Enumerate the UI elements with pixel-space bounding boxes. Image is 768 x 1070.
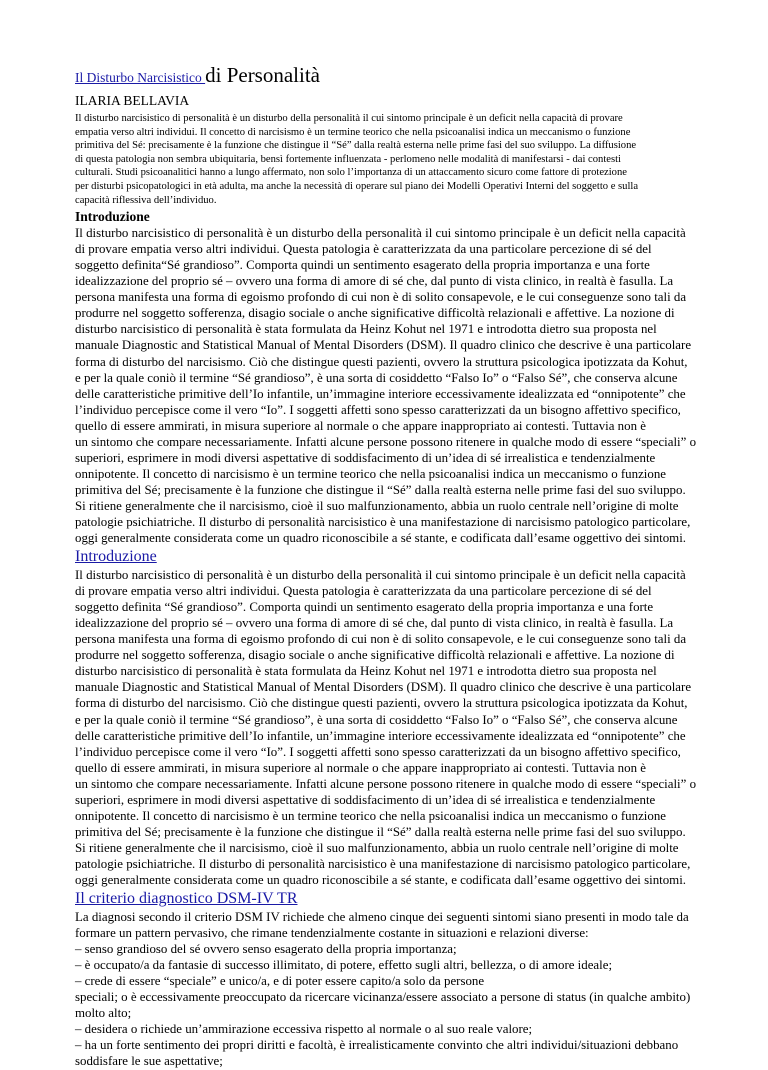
text-line: patologie psichiatriche. Il disturbo di personalità narcisistico è una manifestazione di narcisismo patologico particolare, [75,856,691,871]
section-heading-introduzione-link[interactable]: Introduzione [75,548,157,566]
title-link[interactable]: Il Disturbo Narcisistico [75,70,206,85]
text-line: La diagnosi secondo il criterio DSM IV richiede che almeno cinque dei seguenti sintomi siano presenti in modo tale da [75,910,689,925]
abstract-line: di questa patologia non sembra ubiquitaria, bensì fortemente influenzata - perlomeno nelle modalità di manifestarsi - dai contesti [75,153,621,165]
text-line: – desidera o richiede un’ammirazione eccessiva rispetto al normale o al suo reale valore; [75,1022,533,1037]
text-line: soggetto definita “Sé grandioso”. Comporta quindi un sentimento esagerato della propria importanza e una forte [75,600,654,615]
text-line: produrre nel soggetto sofferenza, disagio sociale o anche significative difficoltà relazionali e affettive. La nozione di [75,306,675,321]
text-line: – crede di essere “speciale” e unico/a, e di poter essere capito/a solo da persone [75,974,485,989]
text-line: manuale Diagnostic and Statistical Manual of Mental Disorders (DSM). Il quadro clinico che descrive è una particolare [75,338,692,353]
text-line: – senso grandioso del sé ovvero senso esagerato della propria importanza; [75,942,457,957]
text-line: primitiva del Sé; precisamente è la funzione che distingue il “Sé” dalla realtà esterna nelle prime fasi del suo sviluppo. [75,482,686,497]
text-line: produrre nel soggetto sofferenza, disagio sociale o anche significative difficoltà relazionali e affettive. La nozione di [75,648,675,663]
text-line: oggi generalmente considerata come un quadro riconoscibile a sé stante, e codificata dall’esame oggettivo dei sintomi. [75,872,687,887]
text-line: di provare empatia verso altri individui. Questa patologia è caratterizzata da una particolare percezione di sé del [75,242,652,257]
text-line: – ha un forte sentimento dei propri diritti e facoltà, è irrealisticamente convinto che altri individui/situazioni debbano [75,1038,679,1053]
text-line: delle caratteristiche primitive dell’Io infantile, un’immagine interiore eccessivamente idealizzata ed “onnipotente” che [75,386,686,401]
text-line: – è occupato/a da fantasie di successo illimitato, di potere, effetto sugli altri, bellezza, o di amore ideale; [75,958,613,973]
document-title [75,62,715,91]
text-line: superiori, esprimere in modi diversi aspettative di soddisfacimento di un’idea di sé irrealistica e tendenzialmente [75,450,656,465]
text-line: e per la quale coniò il termine “Sé grandioso”, è una sorta di cosiddetto “Falso Io” o “Falso Sé”, che conserva alcune [75,712,678,727]
text-line: quello di essere ammirati, in misura superiore al normale o che appare inappropriato ai contesti. Tuttavia non è [75,418,646,433]
text-line: un sintomo che compare necessariamente. Infatti alcune persone possono ritenere in qualche modo di essere “speciali” o [75,434,697,449]
text-line: superiori, esprimere in modi diversi aspettative di soddisfacimento di un’idea di sé irrealistica e tendenzialmente [75,792,656,807]
text-line: idealizzazione del proprio sé – ovvero una forma di amore di sé che, dal punto di vista clinico, in realtà è fasulla. La [75,274,674,289]
section-heading-introduzione: Introduzione [75,209,150,225]
text-line: delle caratteristiche primitive dell’Io infantile, un’immagine interiore eccessivamente idealizzata ed “onnipotente” che [75,728,686,743]
author-name: ILARIA BELLAVIA [75,93,190,108]
text-line: onnipotente. Il concetto di narcisismo è un termine teorico che nella psicoanalisi indica un meccanismo o funzione [75,466,666,481]
text-line: patologie psichiatriche. Il disturbo di personalità narcisistico è una manifestazione di narcisismo patologico particolare, [75,515,691,529]
text-line: disturbo narcisistico di personalità è stata formulata da Heinz Kohut nel 1971 e introdotta dietro sua proposta nel [75,664,657,679]
text-line: speciali; o è eccessivamente preoccupato da ricercare vicinanza/essere associato a persone di status (in qualche ambito) [75,990,691,1005]
text-line: forma di disturbo del narcisismo. Ciò che distingue questi pazienti, ovvero la struttura psicologica ipotizzata da Kohut, [75,696,688,711]
text-line: Il disturbo narcisistico di personalità è un disturbo della personalità il cui sintomo principale è un deficit nella capacità [75,226,686,241]
text-line: e per la quale coniò il termine “Sé grandioso”, è una sorta di cosiddetto “Falso Io” o “Falso Sé”, che conserva alcune [75,370,678,385]
text-line: un sintomo che compare necessariamente. Infatti alcune persone possono ritenere in qualche modo di essere “speciali” o [75,776,697,791]
text-line: idealizzazione del proprio sé – ovvero una forma di amore di sé che, dal punto di vista clinico, in realtà è fasulla. La [75,616,674,631]
text-line: quello di essere ammirati, in misura superiore al normale o che appare inappropriato ai contesti. Tuttavia non è [75,760,646,775]
section-body-dsm [75,909,715,1069]
text-line: persona manifesta una forma di egoismo profondo di cui non è di solito consapevole, e le cui conseguenze sono tali da [75,632,687,647]
section-body-introduzione-repeat [75,567,715,888]
section-heading-dsm[interactable]: Il criterio diagnostico DSM-IV TR [75,890,298,908]
abstract-line: capacità riflessiva dell’individuo. [75,194,217,206]
abstract-line: primitiva del Sé: precisamente è la funzione che distingue il “Sé” dalla realtà esterna nelle prime fasi del suo sviluppo. La diffusione [75,140,637,152]
text-line: Il disturbo narcisistico di personalità è un disturbo della personalità il cui sintomo principale è un deficit nella capacità [75,568,686,583]
text-line: l’individuo percepisce come il vero “Io”. I soggetti affetti sono spesso caratterizzati da un bisogno affettivo specifico, [75,744,681,759]
text-line: soddisfare le sue aspettative; [75,1054,223,1069]
abstract-line: Il disturbo narcisistico di personalità è un disturbo della personalità il cui sintomo principale è un deficit nella capacità di provare [75,113,623,124]
text-line: soggetto definita“Sé grandioso”. Comporta quindi un sentimento esagerato della propria importanza e una forte [75,258,650,273]
text-line: disturbo narcisistico di personalità è stata formulata da Heinz Kohut nel 1971 e introdotta dietro sua proposta nel [75,322,657,337]
text-line: persona manifesta una forma di egoismo profondo di cui non è di solito consapevole, e le cui conseguenze sono tali da [75,290,687,305]
text-line: Si ritiene generalmente che il narcisismo, cioè il suo malfunzionamento, abbia un ruolo centrale nell’origine di molte [75,840,679,855]
text-line: formare un pattern pervasivo, che rimane tendenzialmente costante in situazioni e relazioni diverse: [75,926,589,941]
text-line: onnipotente. Il concetto di narcisismo è un termine teorico che nella psicoanalisi indica un meccanismo o funzione [75,808,666,823]
document-page [75,62,715,1070]
text-line: manuale Diagnostic and Statistical Manual of Mental Disorders (DSM). Il quadro clinico che descrive è una particolare [75,680,692,695]
text-line: oggi generalmente considerata come un quadro riconoscibile a sé stante, e codificata dall’esame oggettivo dei sintomi. [75,531,687,546]
text-line: Si ritiene generalmente che il narcisismo, cioè il suo malfunzionamento, abbia un ruolo centrale nell’origine di molte [75,498,679,513]
text-line: molto alto; [75,1006,132,1021]
abstract [75,112,715,207]
abstract-line: culturali. Studi psicoanalitici hanno a lungo affermato, non solo l’importanza di un attaccamento sicuro come fattore di protezione [75,167,627,179]
section-body-introduzione [75,225,715,546]
abstract-line: empatia verso altri individui. Il concetto di narcisismo è un termine teorico che nella psicoanalisi indica un meccanismo o funzione [75,126,631,138]
text-line: di provare empatia verso altri individui. Questa patologia è caratterizzata da una particolare percezione di sé del [75,584,652,599]
title-rest: di Personalità [205,63,321,87]
text-line: l’individuo percepisce come il vero “Io”. I soggetti affetti sono spesso caratterizzati da un bisogno affettivo specifico, [75,402,681,417]
text-line: primitiva del Sé; precisamente è la funzione che distingue il “Sé” dalla realtà esterna nelle prime fasi del suo sviluppo. [75,824,686,839]
abstract-line: per disturbi psicopatologici in età adulta, ma anche la necessità di operare sul piano dei Modelli Operativi Interni del soggetto e sulla [75,180,639,192]
text-line: forma di disturbo del narcisismo. Ciò che distingue questi pazienti, ovvero la struttura psicologica ipotizzata da Kohut, [75,354,688,369]
